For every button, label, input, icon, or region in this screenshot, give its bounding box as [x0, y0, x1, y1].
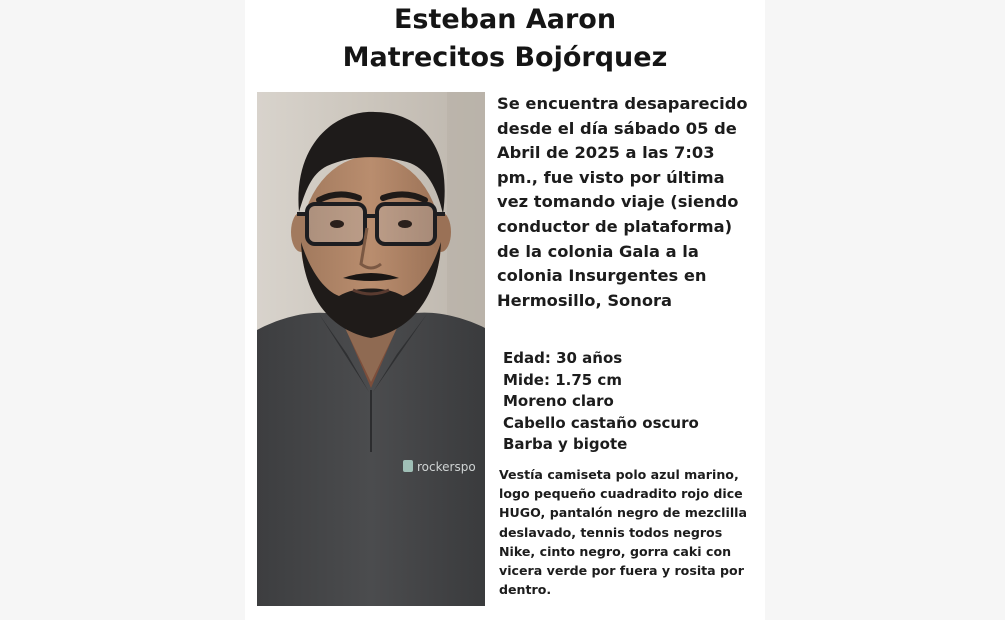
person-illustration — [257, 92, 485, 606]
clothing-description: Vestía camiseta polo azul marino, logo pequeño cuadradito rojo dice HUGO, pantalón negro de mezclilla deslavado, tennis todos negros Nike, cinto negro, gorra caki con vicera verde por fuera y rosita por dentro. — [499, 467, 747, 598]
left-margin — [0, 0, 245, 620]
physical-traits-list — [503, 348, 763, 456]
name-second-line: Matrecitos Bojórquez — [342, 42, 668, 73]
shirt-logo-text: rockerspo — [417, 460, 476, 474]
trait-height: Mide: 1.75 cm — [503, 370, 622, 389]
trait-complexion: Moreno claro — [503, 392, 614, 410]
person-photo — [257, 92, 485, 606]
name-first-line: Esteban Aaron — [393, 4, 617, 35]
trait-facial-hair: Barba y bigote — [503, 435, 628, 453]
missing-person-poster — [245, 0, 765, 620]
shirt-logo-icon — [403, 460, 413, 472]
right-margin — [765, 0, 1005, 620]
disappearance-description: Se encuentra desaparecido desde el día sábado 05 de Abril de 2025 a las 7:03 pm., fue visto por última vez tomando viaje (siendo conductor de plataforma) de la colonia Gala a la colonia Insurgentes en Hermosillo, Sonora — [497, 94, 748, 310]
trait-hair: Cabello castaño oscuro — [503, 413, 699, 432]
trait-age: Edad: 30 años — [503, 349, 623, 367]
